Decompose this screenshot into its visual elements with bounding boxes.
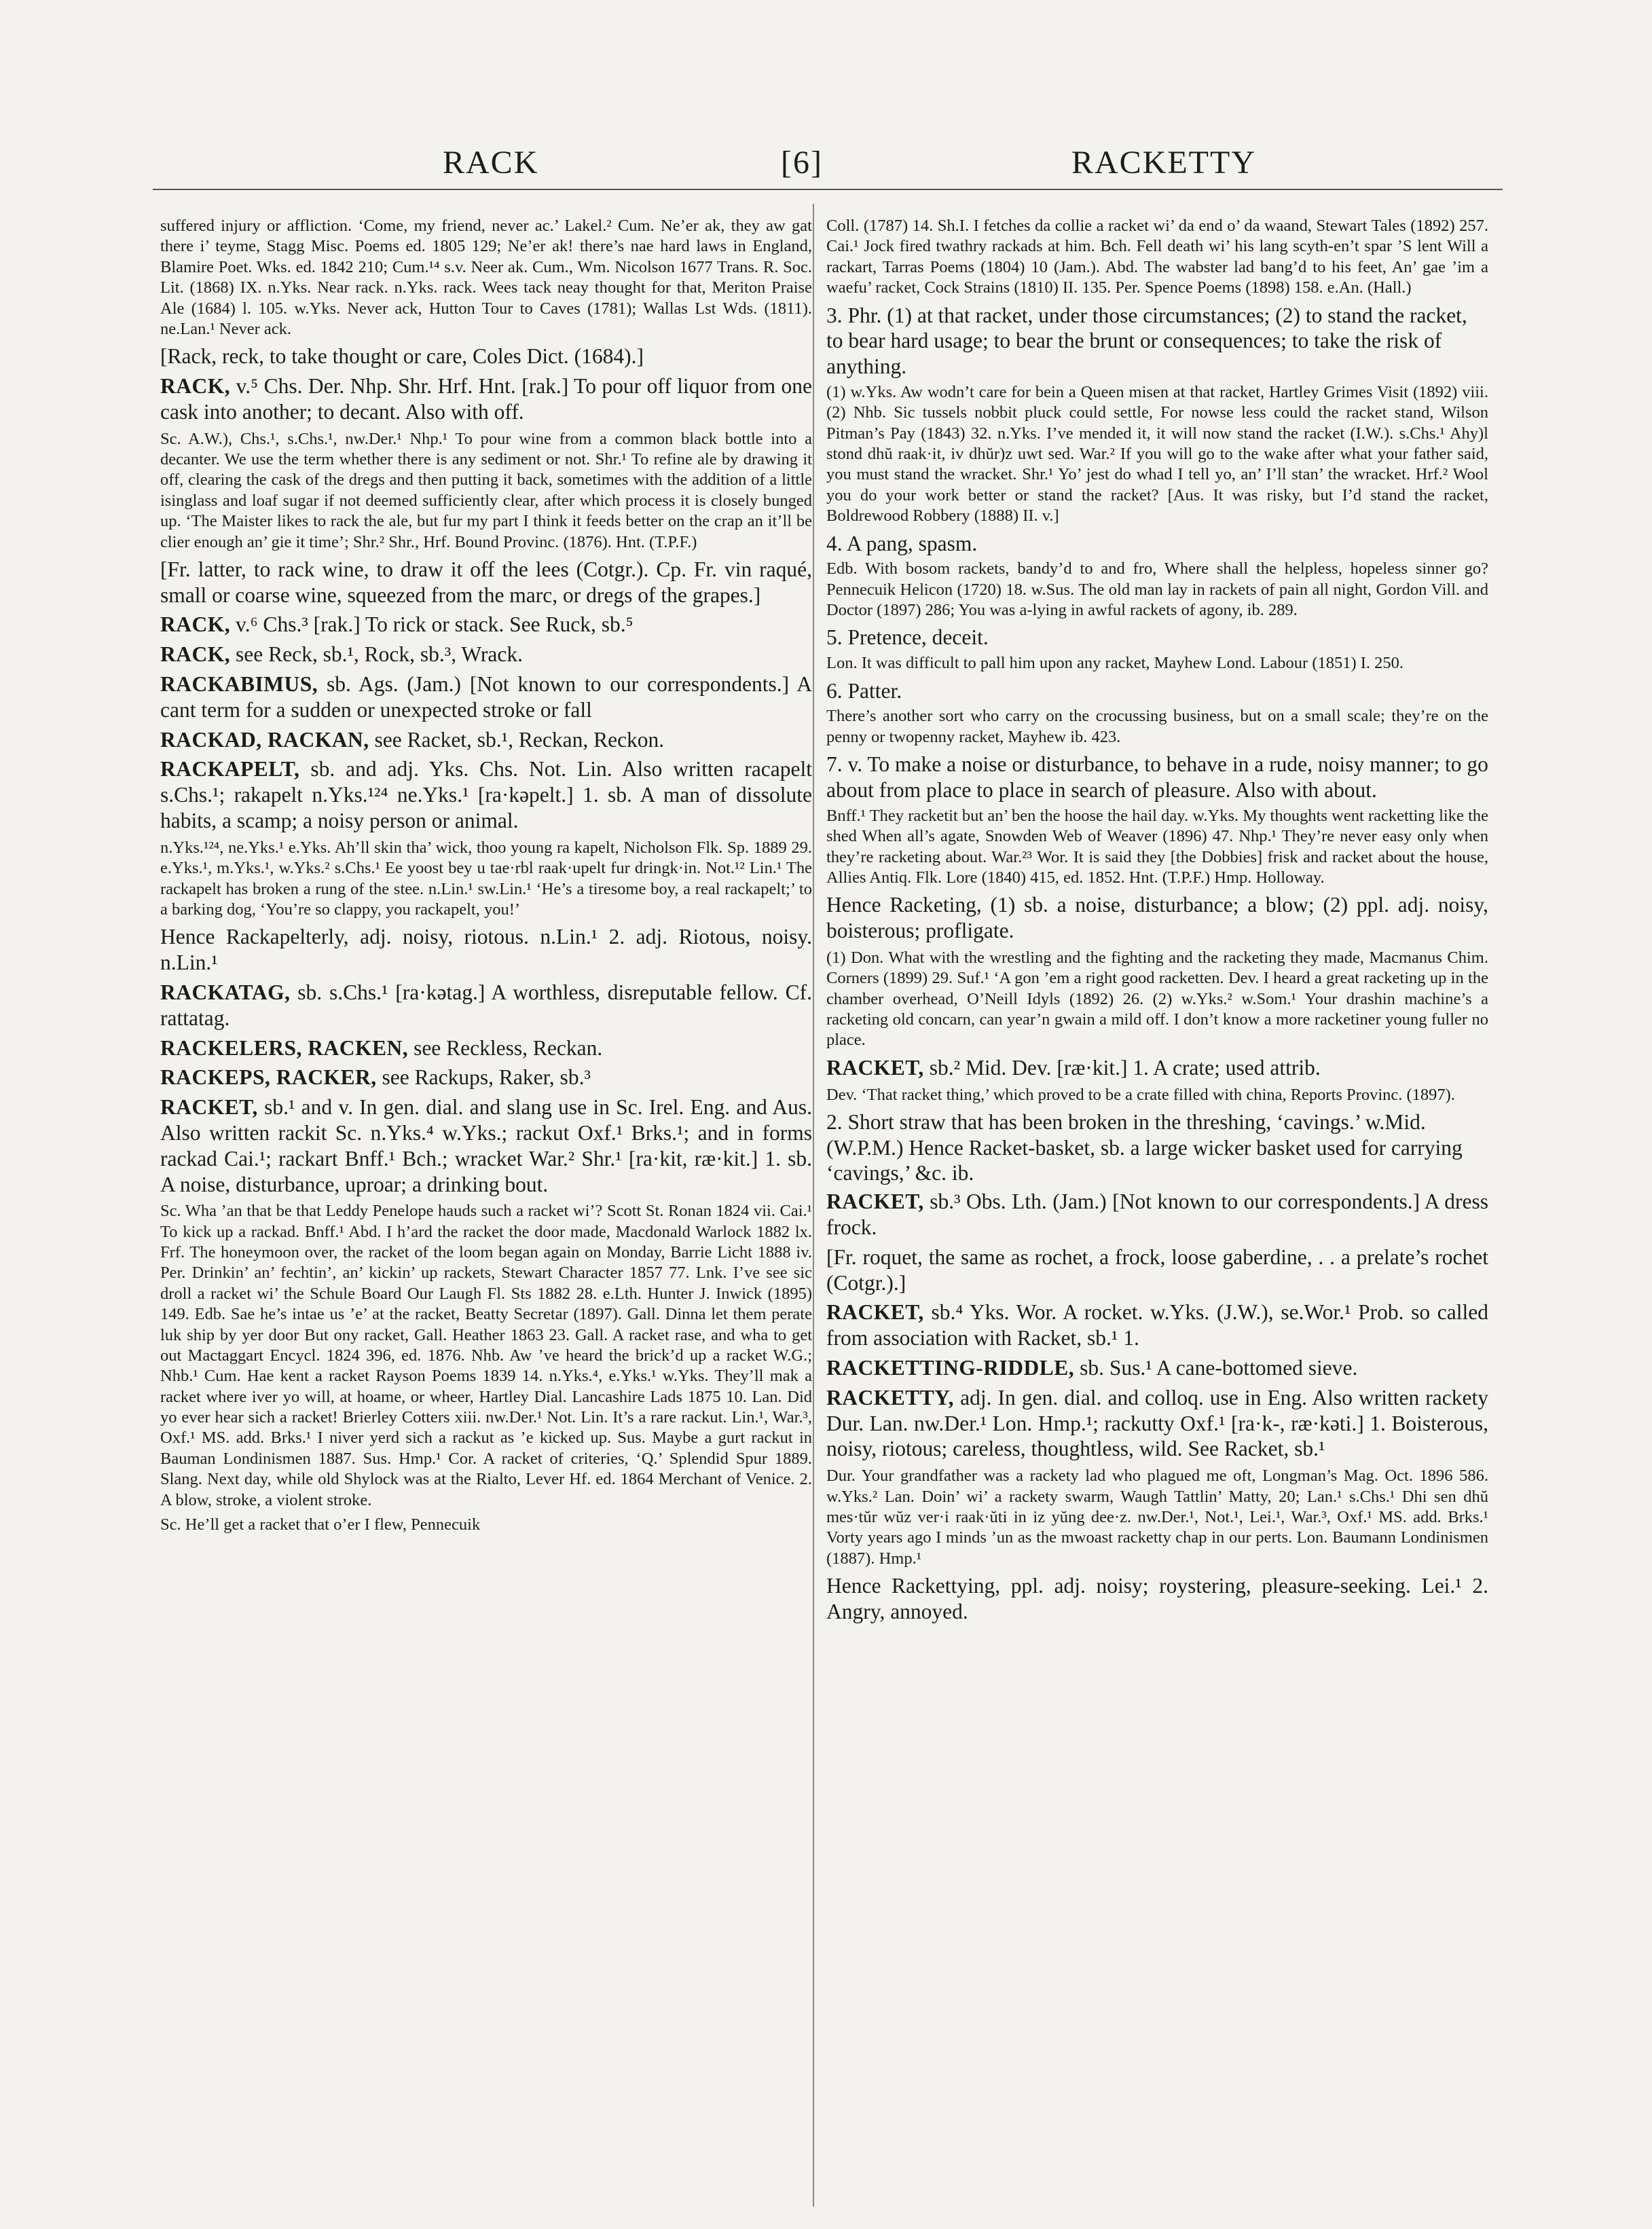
dictionary-entry (826, 1385, 1488, 1462)
entry-text: 5. Pretence, deceit. (826, 625, 989, 650)
entry-text: Edb. With bosom rackets, bandy’d to and fro, Where shall the helpless, hopeless sinner go? Pennecuik Helicon (1720) 18. w.Sus. The old man lay in rackets of pain all night, Gordon Vill. and Doctor (1897) 286; You was a-lying in awful rackets of agony, ib. 289. (826, 559, 1488, 620)
entry-text: 7. v. To make a noise or disturbance, to behave in a rude, noisy manner; to go about from place to place in search of pleasure. Also with about. (826, 752, 1488, 802)
sense-heading (826, 1109, 1488, 1186)
sense-heading (826, 678, 1488, 704)
entry-text: see Racket, sb.¹, Reckan, Reckon. (374, 727, 665, 752)
dictionary-entry (160, 642, 812, 667)
entry-text: sb. s.Chs.¹ [ra·kətag.] A worthless, disreputable fellow. Cf. rattatag. (160, 980, 812, 1030)
entry-headword: RACKETTING-RIDDLE, (826, 1356, 1075, 1380)
page-number: [6] (781, 145, 823, 181)
dictionary-entry (160, 344, 812, 369)
entry-text: n.Yks.¹²⁴, ne.Yks.¹ e.Yks. Ah’ll skin tha’ wick, thoo young ra kapelt, Nicholson Flk. Sp. 1889 29. e.Yks.¹, m.Yks.¹, w.Yks.² s.Chs.¹ Ee yoost bey u tae·rbl raak·upelt fur dringk·in. Not.¹² Lin.¹ The rackapelt has broken a rung of the stee. n.Lin.¹ sw.Lin.¹ ‘He’s a tiresome boy, a real rackapelt;’ to a barking dog, ‘You’re so clappy, you rackapelt, you!’ (160, 838, 812, 919)
sense-heading (826, 531, 1488, 557)
entry-headword: RACKET, (160, 1095, 258, 1120)
entry-text: see Rackups, Raker, sb.³ (382, 1065, 591, 1090)
citation-block (826, 559, 1488, 621)
citation-block (826, 948, 1488, 1051)
entry-text: Hence Racketing, (1) sb. a noise, disturbance; a blow; (2) ppl. adj. noisy, boisterous; profligate. (826, 893, 1488, 943)
dictionary-entry (826, 1189, 1488, 1240)
entry-text: v.⁶ Chs.³ [rak.] To rick or stack. See Ruck, sb.⁵ (236, 612, 634, 637)
sense-heading (826, 303, 1488, 380)
page-header (0, 144, 1652, 191)
entry-text: 3. Phr. (1) at that racket, under those circumstances; (2) to stand the racket, to bear hard usage; to bear the brunt or consequences; to take the risk of anything. (826, 303, 1467, 379)
entry-text: [Fr. roquet, the same as rochet, a frock, loose gaberdine, . . a prelate’s rochet (Cotgr.).] (826, 1245, 1488, 1295)
citation-block (826, 1085, 1488, 1105)
dictionary-entry (160, 671, 812, 723)
dictionary-entry (160, 612, 812, 638)
entry-text: see Reckless, Reckan. (414, 1035, 603, 1060)
running-head-left: RACK (443, 145, 539, 181)
entry-headword: RACKETTY, (826, 1385, 955, 1410)
dictionary-entry (826, 892, 1488, 944)
citation-block (826, 1466, 1488, 1569)
entry-headword: RACKET, (826, 1190, 924, 1214)
right-column (826, 216, 1488, 1629)
sense-heading (826, 752, 1488, 803)
citation-block (160, 216, 812, 339)
entry-headword: RACKELERS, RACKEN, (160, 1035, 409, 1060)
dictionary-entry (826, 1055, 1488, 1081)
dictionary-entry (160, 756, 812, 833)
entry-text: sb.⁴ Yks. Wor. A rocket. w.Yks. (J.W.), se.Wor.¹ Prob. so called from association with Racket, sb.¹ 1. (826, 1300, 1489, 1350)
entry-headword: RACKET, (826, 1300, 924, 1325)
entry-text: Dev. ‘That racket thing,’ which proved to be a crate filled with china, Reports Provinc. (1897). (826, 1085, 1455, 1104)
entry-headword: RACKEPS, RACKER, (160, 1065, 377, 1090)
dictionary-entry (160, 373, 812, 425)
citation-block (160, 429, 812, 553)
dictionary-entry (826, 1300, 1488, 1351)
left-column (160, 216, 812, 1539)
citation-block (826, 806, 1488, 889)
citation-block (826, 653, 1488, 674)
dictionary-entry (160, 727, 812, 753)
entry-text: sb. and adj. Yks. Chs. Not. Lin. Also written racapelt s.Chs.¹; rakapelt n.Yks.¹²⁴ ne.Yks.¹ [ra·kəpelt.] 1. sb. A man of dissolute habits, a scamp; a noisy person or animal. (160, 757, 812, 833)
dictionary-entry (160, 924, 812, 976)
citation-block (160, 1201, 812, 1511)
entry-headword: RACK, (160, 374, 231, 399)
entry-text: Hence Rackettying, ppl. adj. noisy; roystering, pleasure-seeking. Lei.¹ 2. Angry, annoyed. (826, 1574, 1488, 1623)
entry-text: Lon. It was difficult to pall him upon any racket, Mayhew Lond. Labour (1851) I. 250. (826, 654, 1404, 673)
entry-text: 2. Short straw that has been broken in the threshing, ‘cavings.’ w.Mid. (W.P.M.) Hence Racket-basket, sb. a large wicker basket used for carrying ‘cavings,’ &c. ib. (826, 1109, 1463, 1185)
entry-text: Sc. A.W.), Chs.¹, s.Chs.¹, nw.Der.¹ Nhp.¹ To pour wine from a common black bottle into a decanter. We use the term whether there is any sediment or not. Shr.¹ To refine ale by drawing it off, clearing the cask of the dregs and then putting it back, sometimes with the addition of a little isinglass and loaf sugar if not deemed sufficiently clear, after which process it is closely bunged up. ‘The Maister likes to rack the ale, but fur my part I think it feeds better on the crap an it’ll be clier enough an’ gie it time’; Shr.² Shr., Hrf. Bound Provinc. (1876). Hnt. (T.P.F.) (160, 429, 812, 551)
header-rule (153, 189, 1503, 190)
citation-block (826, 382, 1488, 527)
entry-headword: RACKET, (826, 1055, 924, 1080)
dictionary-entry (160, 1094, 812, 1197)
citation-block (160, 1515, 812, 1535)
citation-block (826, 216, 1488, 299)
column-divider (813, 204, 814, 2207)
entry-text: sb.² Mid. Dev. [ræ·kit.] 1. A crate; used attrib. (929, 1055, 1321, 1080)
entry-headword: RACKABIMUS, (160, 672, 318, 697)
entry-text: suffered injury or affliction. ‘Come, my friend, never ac.’ Lakel.² Cum. Ne’er ak, they aw gat there i’ teyme, Stagg Misc. Poems ed. 1805 129; Ne’er ak! there’s nae hard laws in England, Blamire Poet. Wks. ed. 1842 210; Cum.¹⁴ s.v. Neer ak. Cum., Wm. Nicolson 1677 Trans. R. Soc. Lit. (1868) IX. n.Yks. Near rack. n.Yks. rack. Wees tack neay thought for that, Meriton Praise Ale (1684) l. 105. w.Yks. Never ack, Hutton Tour to Caves (1781); Wallas Lst Wds. (1811). ne.Lan.¹ Never ack. (160, 217, 812, 338)
entry-headword: RACKATAG, (160, 980, 291, 1004)
entry-text: see Reck, sb.¹, Rock, sb.³, Wrack. (236, 642, 523, 667)
entry-text: sb. Sus.¹ A cane-bottomed sieve. (1080, 1356, 1358, 1380)
entry-headword: RACK, (160, 612, 231, 637)
entry-text: [Fr. latter, to rack wine, to draw it off the lees (Cotgr.). Cp. Fr. vin raqué, small or coarse wine, squeezed from the marc, or dregs of the grapes.] (160, 557, 812, 607)
entry-text: Sc. He’ll get a racket that o’er I flew, Pennecuik (160, 1515, 481, 1534)
dictionary-entry (826, 1355, 1488, 1381)
sense-heading (826, 625, 1488, 650)
running-head-right: RACKETTY (1071, 145, 1256, 181)
citation-block (160, 838, 812, 921)
entry-text: sb. Ags. (Jam.) [Not known to our correspondents.] A cant term for a sudden or unexpected stroke or fall (160, 672, 812, 722)
entry-headword: RACK, (160, 642, 231, 667)
entry-text: Dur. Your grandfather was a rackety lad who plagued me oft, Longman’s Mag. Oct. 1896 586. w.Yks.² Lan. Doin’ wi’ a rackety swarm, Waugh Tattlin’ Matty, 20; Lan.¹ s.Chs.¹ Dhi sen dhŭ mes·tŭr wŭz ver·i raak·ŭti in iz yŭng dee·z. nw.Der.¹, Not.¹, Lei.¹, War.³, Oxf.¹ MS. add. Brks.¹ Vorty years ago I minds ’un as the mwoast racketty chap in our perts. Lon. Baumann Londinismen (1887). Hmp.¹ (826, 1467, 1488, 1568)
dictionary-entry (826, 1245, 1488, 1296)
dictionary-entry (160, 980, 812, 1031)
entry-text: 4. A pang, spasm. (826, 531, 978, 555)
entry-headword: RACKAD, RACKAN, (160, 727, 369, 752)
entry-text: Hence Rackapelterly, adj. noisy, riotous. n.Lin.¹ 2. adj. Riotous, noisy. n.Lin.¹ (160, 925, 812, 975)
dictionary-entry (160, 1065, 812, 1090)
dictionary-entry (160, 1035, 812, 1061)
entry-text: adj. In gen. dial. and colloq. use in Eng. Also written rackety Dur. Lan. nw.Der.¹ Lon. Hmp.¹; rackutty Oxf.¹ [ra·k-, ræ·kəti.] 1. Boisterous, noisy, riotous; careless, thoughtless, wild. See Racket, sb.¹ (826, 1385, 1488, 1461)
entry-text: Bnff.¹ They racketit but an’ ben the hoose the hail day. w.Yks. My thoughts went racketting like the shed When all’s agate, Snowden Web of Weaver (1896) 47. Nhp.¹ They’re never easy only when they’re racketing about. War.²³ Wor. It is said they [the Dobbies] frisk and racket about the house, Allies Antiq. Flk. Lore (1840) 415, ed. 1852. Hnt. (T.P.F.) Hmp. Holloway. (826, 806, 1488, 887)
citation-block (826, 706, 1488, 748)
dictionary-entry (826, 1573, 1488, 1625)
dictionary-entry (160, 557, 812, 608)
entry-text: (1) Don. What with the wrestling and the fighting and the racketing they made, Macmanus Chim. Corners (1899) 29. Suf.¹ ‘A gon ’em a right good racketten. Dev. I heard a great racketing up in the chamber overhead, O’Neill Idyls (1892) 26. (2) w.Yks.² w.Som.¹ Your drashin machine’s a racketing old concarn, can year’n gwain a mild off. I don’t know a more racketiner young fuller no place. (826, 948, 1488, 1050)
entry-text: sb.¹ and v. In gen. dial. and slang use in Sc. Irel. Eng. and Aus. Also written rackit Sc. n.Yks.⁴ w.Yks.; rackut Oxf.¹ Brks.¹; and in forms rackad Cai.¹; rackart Bnff.¹ Bch.; wracket War.² Shr.¹ [ra·kit, ræ·kit.] 1. sb. A noise, disturbance, uproar; a drinking bout. (160, 1095, 813, 1196)
entry-text: (1) w.Yks. Aw wodn’t care for bein a Queen misen at that racket, Hartley Grimes Visit (1892) viii. (2) Nhb. Sic tussels nobbit pluck could settle, For nowse less could the racket stand, Wilson Pitman’s Pay (1843) 32. n.Yks. I’ve mended it, it will now stand the racket (I.W.). s.Chs.¹ Ahy)l stond dhŭ raak·it, iv dhŭr)z uwt sed. War.² If you will go to the wake after what your father said, you must stand the wracket. Shr.¹ Yo’ jest do whad I tell yo, an’ I’ll stan’ the wracket. Hrf.² Wool you do your work better or stand the racket? [Aus. It was risky, but I’d stand the racket, Boldrewood Robbery (1888) II. v.] (826, 382, 1488, 526)
entry-text: v.⁵ Chs. Der. Nhp. Shr. Hrf. Hnt. [rak.] To pour off liquor from one cask into another; to decant. Also with off. (160, 374, 813, 424)
entry-text: Sc. Wha ’an that be that Leddy Penelope hauds such a racket wi’? Scott St. Ronan 1824 vii. Cai.¹ To kick up a rackad. Bnff.¹ Abd. I h’ard the racket the door made, Macdonald Warlock 1882 lx. Frf. The honeymoon over, the racket of the loom began again on Monday, Barrie Licht 1888 iv. Per. Drinkin’ an’ fechtin’, an’ kickin’ up rackets, Stewart Character 1857 77. Lnk. I’ve see sic droll a racket wi’ the Schule Board Our Laugh Fl. Sts 1882 28. e.Lth. Hunter J. Inwick (1895) 149. Edb. Sae he’s intae us ’e’ at the racket, Beatty Secretar (1897). Gall. Dinna let them perate luk ship by yer door But ony racket, Gall. Heather 1863 23. Gall. A racket rase, and wha to get out Mactaggart Encycl. 1824 396, ed. 1876. Nhb. Aw ’ve heard the brick’d up a racket W.G.; Nhb.¹ Cum. Hae kent a racket Rayson Poems 1839 14. n.Yks.⁴, e.Yks.¹ w.Yks. They’ll mak a racket where iver yo will, at hoame, or wheer, Hartley Dial. Lancashire Lads 1875 10. Lan. Did yo ever hear sich a racket! Brierley Cotters xiii. nw.Der.¹ Not. Lin. It’s a rare rackut. Lin.¹, War.³, Oxf.¹ MS. add. Brks.¹ I niver yerd sich a rackut as ’e kicked up. Sus. Maybe a gurt rackut in Bauman Londinismen 1887. Sus. Hmp.¹ Cor. A racket of criteries, ‘Q.’ Splendid Spur 1889. Slang. Next day, while old Shylock was at the Rialto, Lever Hf. ed. 1864 Merchant of Venice. 2. A blow, stroke, a violent stroke. (160, 1202, 812, 1509)
entry-text: Coll. (1787) 14. Sh.I. I fetches da collie a racket wi’ da end o’ da waand, Stewart Tales (1892) 257. Cai.¹ Jock fired twathry rackads at him. Bch. Fell death wi’ his lang scyth-en’t spar ’S lent Will a rackart, Tarras Poems (1804) 10 (Jam.). Abd. The wabster lad bang’d to his feet, An’ gae ’im a waefu’ racket, Cock Strains (1810) II. 135. Per. Spence Poems (1898) 158. e.An. (Hall.) (826, 217, 1488, 297)
entry-headword: RACKAPELT, (160, 757, 300, 781)
entry-text: [Rack, reck, to take thought or care, Coles Dict. (1684).] (160, 344, 644, 369)
entry-text: sb.³ Obs. Lth. (Jam.) [Not known to our correspondents.] A dress frock. (826, 1190, 1488, 1240)
entry-text: There’s another sort who carry on the crocussing business, but on a small scale; they’re on the penny or twopenny racket, Mayhew ib. 423. (826, 707, 1488, 746)
entry-text: 6. Patter. (826, 678, 902, 703)
